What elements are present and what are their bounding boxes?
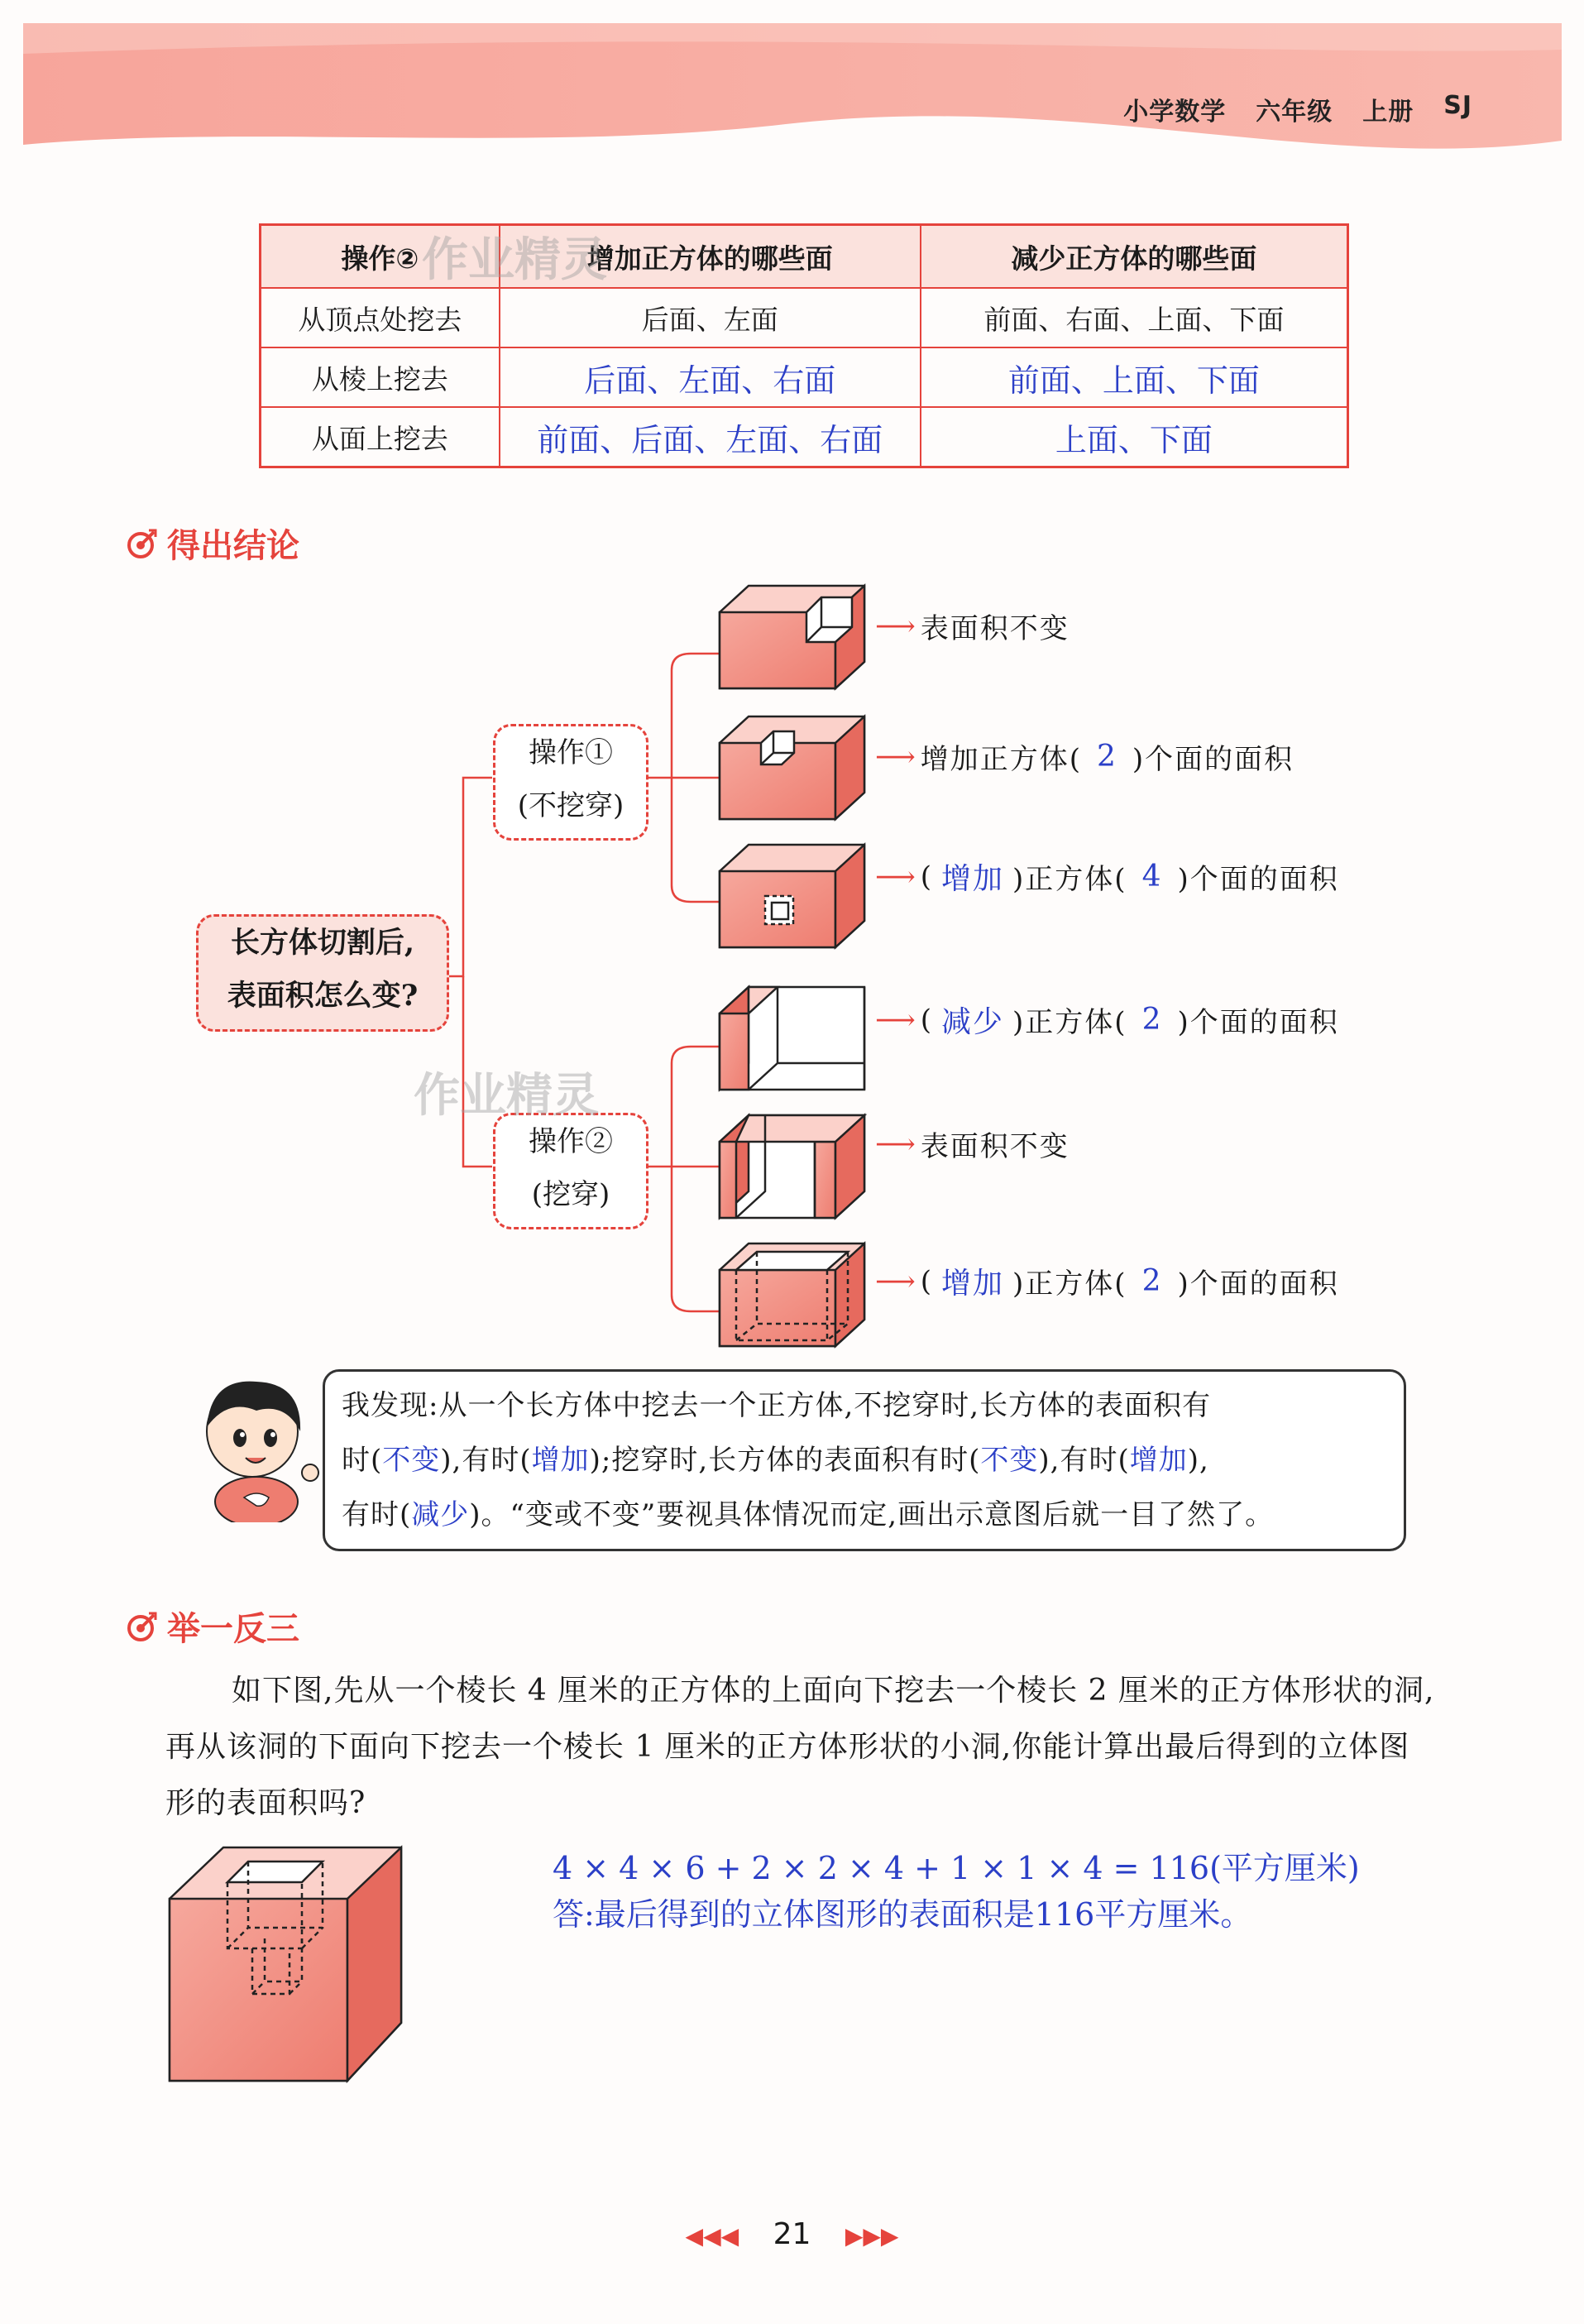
arrow-right-icon: ⟶ [875,740,916,774]
root-question-box [196,914,449,1032]
cube-through-edge-icon [720,1115,864,1218]
section-title-practice [126,1603,299,1650]
discovery-fill: 增加 [531,1444,590,1477]
cube-corner-cut-icon [720,586,864,688]
cube-through-hole-icon [720,1243,864,1346]
discovery-line-1 [342,1378,1387,1433]
discovery-text: 我发现:从一个长方体中挖去一个正方体,不挖穿时,长方体的表面积有 [342,1389,1212,1422]
operation-1-box [493,724,648,841]
section-title-text: 得出结论 [167,527,299,565]
answer-sentence: 答:最后得到的立体图形的表面积是116平方厘米。 [553,1896,1252,1933]
arrow-right-icon: ⟶ [875,1264,916,1298]
practice-problem [165,1663,1439,1832]
discovery-text: 时( [342,1444,383,1477]
discovery-text: 有时( [342,1498,412,1531]
header-grade: 六年级 [1256,98,1333,127]
arrow-right-icon: ⟶ [875,609,916,643]
watermark: 作业精灵 [414,1069,599,1123]
discovery-fill: 增加 [1129,1444,1188,1477]
root-line-1: 长方体切割后, [230,926,415,960]
discovery-text: ),有时( [1038,1444,1130,1477]
result-text: 表面积不变 [920,612,1070,645]
arrow-right-icon: ⟶ [875,1003,916,1037]
op2-line-1: 操作② [529,1125,613,1158]
target-icon [126,1610,159,1643]
cube-through-corner-icon [720,987,864,1090]
result-fill: 增加 [941,862,1005,896]
table-cell-add: 后面、左面 [500,288,921,347]
table-cell-op: 从面上挖去 [261,407,500,467]
table-cell-reduce: 前面、右面、上面、下面 [921,288,1348,347]
practice-cube-icon [165,1841,414,2089]
discovery-fill: 不变 [382,1444,441,1477]
result-text: ( [920,1264,934,1298]
result-6 [875,1260,1339,1302]
result-text: )个面的面积 [1132,743,1294,776]
problem-text: 如下图,先从一个棱长 4 厘米的正方体的上面向下挖去一个棱长 2 厘米的正方体形状的洞,再从该洞的下面向下挖去一个棱长 1 厘米的正方体形状的小洞,你能计算出最后得到的立体图形的表面积吗? [165,1674,1435,1820]
watermark: 作业精灵 [422,233,607,287]
discovery-text: )。“变或不变”要视具体情况而定,画出示意图后就一目了然了。 [469,1498,1275,1531]
result-text: ( [920,860,934,894]
result-fill: 减少 [941,1005,1005,1039]
section-title-text: 举一反三 [167,1610,299,1648]
result-text: )个面的面积 [1177,1267,1339,1301]
prev-arrows-icon: ◀◀◀ [685,2222,739,2250]
arrow-right-icon: ⟶ [875,1127,916,1161]
result-text: )正方体( [1012,1267,1127,1301]
operation-2-box [493,1113,648,1229]
table-cell-reduce: 上面、下面 [921,407,1348,467]
result-text: ( [920,1003,934,1037]
page-footer [0,2217,1584,2251]
result-text: )正方体( [1012,1006,1127,1039]
result-3 [875,855,1339,898]
discovery-line-3 [342,1488,1387,1542]
answer-formula: 4 × 4 × 6 + 2 × 2 × 4 + 1 × 1 × 4 = 116(平方厘米) [553,1850,1360,1886]
result-text: )个面的面积 [1177,863,1339,896]
header-subject: 小学数学 [1123,98,1227,127]
result-text: )正方体( [1012,863,1127,896]
result-fill: 2 [1097,740,1117,774]
cube-face-pocket-icon [720,845,864,947]
op1-line-2: (不挖穿) [517,789,625,822]
result-fill: 增加 [941,1267,1005,1301]
cube-edge-notch-icon [720,716,864,819]
result-2 [875,736,1294,777]
table-cell-reduce: 前面、上面、下面 [921,347,1348,407]
boy-character-icon [186,1365,327,1522]
op1-line-1: 操作① [529,736,613,769]
table-cell-add: 前面、后面、左面、右面 [500,407,921,467]
header-edition: SJ [1443,91,1472,120]
result-fill: 2 [1141,1003,1163,1037]
discovery-fill: 不变 [980,1444,1039,1477]
next-arrows-icon: ▶▶▶ [845,2222,899,2250]
result-1 [875,606,1070,646]
cube-illustrations [715,579,873,1406]
result-5 [875,1124,1070,1164]
page-number: 21 [773,2217,811,2251]
practice-answer [553,1845,1360,1938]
result-fill: 2 [1141,1264,1163,1298]
discovery-text: ),有时( [440,1444,532,1477]
result-fill: 4 [1141,860,1163,894]
result-text: 增加正方体( [920,743,1083,776]
arrow-right-icon: ⟶ [875,860,916,894]
op2-line-2: (挖穿) [531,1178,610,1211]
discovery-line-2 [342,1433,1387,1488]
table-header: 操作② [261,225,500,289]
result-4 [875,999,1339,1041]
discovery-text: );挖穿时,长方体的表面积有时( [589,1444,981,1477]
table-cell-op: 从棱上挖去 [261,347,500,407]
table-header: 减少正方体的哪些面 [921,225,1348,289]
table-cell-add: 后面、左面、右面 [500,347,921,407]
root-line-2: 表面积怎么变? [227,979,419,1013]
result-text: 表面积不变 [920,1130,1070,1163]
table-header: 增加正方体的哪些面 [500,225,921,289]
result-text: )个面的面积 [1177,1006,1339,1039]
discovery-text: ), [1187,1444,1209,1477]
table-cell-op: 从顶点处挖去 [261,288,500,347]
header-volume: 上册 [1362,98,1414,127]
discovery-fill: 减少 [411,1498,470,1531]
discovery-speech-box [323,1369,1406,1551]
